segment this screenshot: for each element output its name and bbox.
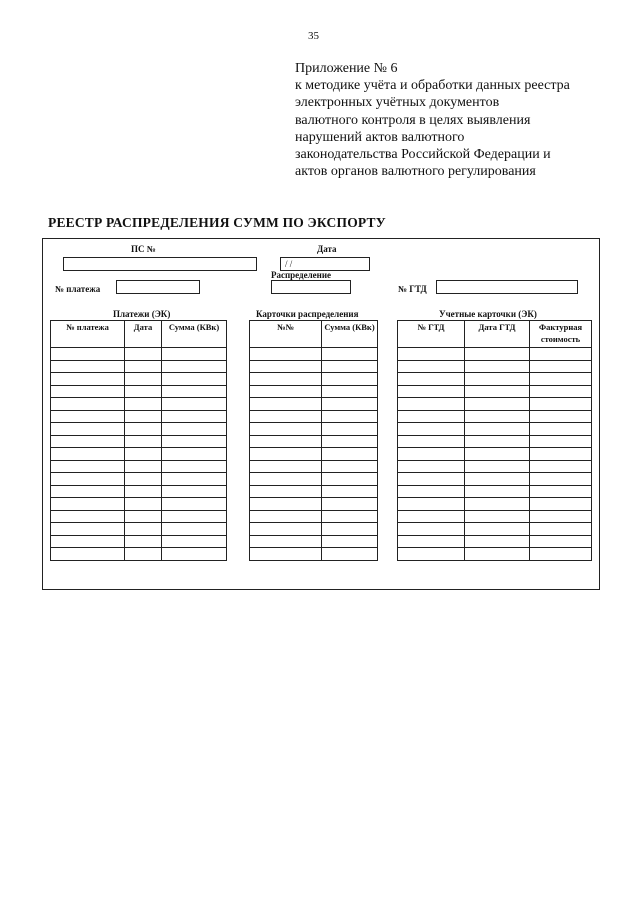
ps-number-field[interactable] — [63, 257, 257, 271]
table-cell[interactable] — [125, 398, 162, 411]
table-cell[interactable] — [250, 373, 322, 386]
distribution-label: Распределение — [271, 270, 332, 280]
table-cell[interactable] — [530, 360, 592, 373]
table-cell[interactable] — [162, 373, 227, 386]
table-row — [51, 385, 227, 398]
column-header: №№ — [250, 321, 322, 348]
distribution-field[interactable] — [271, 280, 351, 294]
table-cell[interactable] — [125, 385, 162, 398]
table-row — [51, 473, 227, 486]
table-cell[interactable] — [125, 423, 162, 436]
table-row — [51, 523, 227, 536]
table-cell[interactable] — [465, 535, 530, 548]
table-cell[interactable] — [530, 460, 592, 473]
table-row — [398, 385, 592, 398]
table-cell[interactable] — [530, 423, 592, 436]
table-row — [51, 410, 227, 423]
table-cell[interactable] — [530, 435, 592, 448]
table-cell[interactable] — [51, 348, 125, 361]
table-cell[interactable] — [51, 448, 125, 461]
table-cell[interactable] — [51, 435, 125, 448]
table-row — [51, 348, 227, 361]
distribution-cards-section-title: Карточки распределения — [256, 309, 359, 319]
table-cell[interactable] — [322, 410, 378, 423]
table-row — [51, 498, 227, 511]
table-row — [398, 473, 592, 486]
payments-section-title: Платежи (ЭК) — [113, 309, 171, 319]
table-cell[interactable] — [398, 485, 465, 498]
payment-number-field[interactable] — [116, 280, 200, 294]
table-cell[interactable] — [162, 435, 227, 448]
table-cell[interactable] — [125, 485, 162, 498]
table-cell[interactable] — [250, 348, 322, 361]
table-cell[interactable] — [162, 473, 227, 486]
table-cell[interactable] — [51, 410, 125, 423]
table-cell[interactable] — [465, 548, 530, 561]
table-cell[interactable] — [398, 523, 465, 536]
payments-table-body — [51, 348, 227, 561]
table-cell[interactable] — [530, 510, 592, 523]
table-cell[interactable] — [322, 423, 378, 436]
table-row — [250, 473, 378, 486]
table-cell[interactable] — [322, 448, 378, 461]
table-cell[interactable] — [51, 373, 125, 386]
table-cell[interactable] — [465, 448, 530, 461]
table-row — [250, 435, 378, 448]
column-header: Дата ГТД — [465, 321, 530, 348]
table-row — [398, 435, 592, 448]
table-cell[interactable] — [51, 523, 125, 536]
table-row — [250, 385, 378, 398]
accounting-cards-table — [397, 320, 592, 561]
table-row — [398, 535, 592, 548]
table-cell[interactable] — [530, 373, 592, 386]
table-row — [250, 548, 378, 561]
table-cell[interactable] — [322, 348, 378, 361]
table-row — [250, 510, 378, 523]
table-cell[interactable] — [530, 473, 592, 486]
table-cell[interactable] — [465, 435, 530, 448]
table-row — [398, 523, 592, 536]
column-header: Фактурная стоимость — [530, 321, 592, 348]
table-cell[interactable] — [322, 485, 378, 498]
gtd-number-field[interactable] — [436, 280, 578, 294]
table-cell[interactable] — [51, 498, 125, 511]
table-cell[interactable] — [530, 485, 592, 498]
column-header: Дата — [125, 321, 162, 348]
table-cell[interactable] — [250, 410, 322, 423]
table-row — [250, 498, 378, 511]
table-cell[interactable] — [125, 498, 162, 511]
table-cell[interactable] — [398, 535, 465, 548]
table-cell[interactable] — [398, 423, 465, 436]
table-cell[interactable] — [125, 448, 162, 461]
table-row — [398, 485, 592, 498]
table-cell[interactable] — [250, 535, 322, 548]
table-cell[interactable] — [162, 360, 227, 373]
table-cell[interactable] — [125, 523, 162, 536]
table-row — [250, 348, 378, 361]
table-cell[interactable] — [162, 348, 227, 361]
table-row — [51, 485, 227, 498]
ps-number-label: ПС № — [131, 244, 156, 254]
table-row — [250, 398, 378, 411]
table-cell[interactable] — [398, 510, 465, 523]
table-row — [398, 548, 592, 561]
table-cell[interactable] — [250, 435, 322, 448]
table-cell[interactable] — [125, 460, 162, 473]
table-cell[interactable] — [250, 485, 322, 498]
table-row — [250, 523, 378, 536]
column-header: Сумма (КВк) — [322, 321, 378, 348]
table-cell[interactable] — [162, 548, 227, 561]
column-header: № платежа — [51, 321, 125, 348]
table-cell[interactable] — [530, 448, 592, 461]
table-cell[interactable] — [250, 498, 322, 511]
appendix-line: Приложение № 6 — [295, 61, 398, 76]
table-row — [250, 410, 378, 423]
table-row — [51, 373, 227, 386]
table-cell[interactable] — [465, 485, 530, 498]
appendix-line: к методике учёта и обработки данных реестра — [295, 78, 570, 94]
table-row — [398, 448, 592, 461]
table-cell[interactable] — [322, 373, 378, 386]
table-cell[interactable] — [322, 460, 378, 473]
table-cell[interactable] — [530, 410, 592, 423]
table-row — [51, 548, 227, 561]
table-cell[interactable] — [465, 410, 530, 423]
payments-table — [50, 320, 227, 561]
table-cell[interactable] — [398, 473, 465, 486]
table-cell[interactable] — [162, 485, 227, 498]
appendix-line: актов органов валютного регулирования — [295, 164, 536, 180]
table-cell[interactable] — [465, 398, 530, 411]
payment-number-label: № платежа — [55, 284, 101, 294]
table-cell[interactable] — [250, 398, 322, 411]
table-cell[interactable] — [125, 410, 162, 423]
table-cell[interactable] — [530, 535, 592, 548]
table-cell[interactable] — [125, 348, 162, 361]
table-cell[interactable] — [530, 385, 592, 398]
table-cell[interactable] — [125, 435, 162, 448]
table-cell[interactable] — [465, 373, 530, 386]
table-cell[interactable] — [465, 360, 530, 373]
table-row — [51, 460, 227, 473]
table-cell[interactable] — [465, 423, 530, 436]
table-cell[interactable] — [250, 548, 322, 561]
page-number: 35 — [308, 30, 319, 42]
table-cell[interactable] — [51, 535, 125, 548]
table-cell[interactable] — [250, 473, 322, 486]
distribution-cards-table-body — [250, 348, 378, 561]
distribution-cards-table — [249, 320, 378, 561]
table-cell[interactable] — [125, 510, 162, 523]
table-cell[interactable] — [398, 498, 465, 511]
table-cell[interactable] — [51, 485, 125, 498]
table-row — [398, 373, 592, 386]
table-row — [51, 435, 227, 448]
table-cell[interactable] — [322, 473, 378, 486]
table-cell[interactable] — [465, 498, 530, 511]
table-cell[interactable] — [465, 460, 530, 473]
table-cell[interactable] — [250, 460, 322, 473]
appendix-header — [295, 60, 625, 180]
table-cell[interactable] — [162, 498, 227, 511]
table-row — [51, 360, 227, 373]
table-row — [250, 423, 378, 436]
table-row — [398, 410, 592, 423]
table-cell[interactable] — [398, 410, 465, 423]
table-cell[interactable] — [322, 360, 378, 373]
table-cell[interactable] — [162, 460, 227, 473]
table-cell[interactable] — [162, 398, 227, 411]
table-cell[interactable] — [250, 448, 322, 461]
table-cell[interactable] — [530, 523, 592, 536]
table-cell[interactable] — [530, 398, 592, 411]
table-cell[interactable] — [162, 510, 227, 523]
table-cell[interactable] — [250, 423, 322, 436]
table-cell[interactable] — [322, 435, 378, 448]
table-cell[interactable] — [465, 523, 530, 536]
table-row — [51, 535, 227, 548]
table-cell[interactable] — [162, 410, 227, 423]
table-cell[interactable] — [398, 448, 465, 461]
table-row — [398, 510, 592, 523]
table-cell[interactable] — [51, 360, 125, 373]
accounting-cards-table-body — [398, 348, 592, 561]
table-cell[interactable] — [250, 510, 322, 523]
table-cell[interactable] — [398, 460, 465, 473]
table-row — [398, 398, 592, 411]
table-row — [250, 360, 378, 373]
table-cell[interactable] — [465, 385, 530, 398]
table-cell[interactable] — [398, 373, 465, 386]
table-cell[interactable] — [398, 435, 465, 448]
table-cell[interactable] — [322, 548, 378, 561]
table-row — [250, 485, 378, 498]
table-cell[interactable] — [125, 548, 162, 561]
appendix-line: электронных учётных документов — [295, 95, 500, 111]
document-title: РЕЕСТР РАСПРЕДЕЛЕНИЯ СУММ ПО ЭКСПОРТУ — [48, 215, 386, 230]
table-cell[interactable] — [465, 510, 530, 523]
table-cell[interactable] — [125, 360, 162, 373]
appendix-line: нарушений актов валютного — [295, 129, 465, 145]
table-row — [398, 348, 592, 361]
table-cell[interactable] — [51, 398, 125, 411]
table-row — [398, 460, 592, 473]
table-cell[interactable] — [322, 535, 378, 548]
table-cell[interactable] — [465, 348, 530, 361]
table-cell[interactable] — [530, 348, 592, 361]
table-row — [51, 398, 227, 411]
table-cell[interactable] — [125, 535, 162, 548]
table-cell[interactable] — [51, 460, 125, 473]
table-cell[interactable] — [322, 523, 378, 536]
gtd-number-label: № ГТД — [398, 284, 427, 294]
table-row — [51, 448, 227, 461]
column-header: № ГТД — [398, 321, 465, 348]
date-field[interactable]: / / — [280, 257, 370, 271]
table-cell[interactable] — [250, 360, 322, 373]
table-row — [250, 460, 378, 473]
appendix-line: законодательства Российской Федерации и — [295, 147, 551, 163]
table-row — [51, 510, 227, 523]
table-row — [398, 498, 592, 511]
table-cell[interactable] — [250, 385, 322, 398]
table-cell[interactable] — [398, 548, 465, 561]
table-cell[interactable] — [51, 473, 125, 486]
table-cell[interactable] — [398, 348, 465, 361]
table-cell[interactable] — [51, 510, 125, 523]
table-row — [250, 373, 378, 386]
table-cell[interactable] — [322, 510, 378, 523]
table-cell[interactable] — [162, 385, 227, 398]
table-cell[interactable] — [398, 385, 465, 398]
appendix-line: валютного контроля в целях выявления — [295, 112, 531, 128]
table-cell[interactable] — [530, 548, 592, 561]
table-cell[interactable] — [51, 423, 125, 436]
date-label: Дата — [317, 244, 337, 254]
accounting-cards-section-title: Учетные карточки (ЭК) — [439, 309, 537, 319]
table-cell[interactable] — [125, 473, 162, 486]
table-cell[interactable] — [322, 498, 378, 511]
table-cell[interactable] — [398, 360, 465, 373]
column-header: Сумма (КВк) — [162, 321, 227, 348]
table-cell[interactable] — [125, 373, 162, 386]
table-cell[interactable] — [398, 398, 465, 411]
table-row — [250, 448, 378, 461]
table-cell[interactable] — [322, 385, 378, 398]
registry-form-frame — [42, 238, 600, 590]
table-cell[interactable] — [250, 523, 322, 536]
table-cell[interactable] — [162, 423, 227, 436]
table-row — [250, 535, 378, 548]
table-cell[interactable] — [530, 498, 592, 511]
table-cell[interactable] — [162, 523, 227, 536]
table-row — [51, 423, 227, 436]
table-cell[interactable] — [51, 385, 125, 398]
table-cell[interactable] — [465, 473, 530, 486]
table-row — [398, 360, 592, 373]
table-cell[interactable] — [162, 448, 227, 461]
table-cell[interactable] — [322, 398, 378, 411]
table-row — [398, 423, 592, 436]
table-cell[interactable] — [162, 535, 227, 548]
table-cell[interactable] — [51, 548, 125, 561]
